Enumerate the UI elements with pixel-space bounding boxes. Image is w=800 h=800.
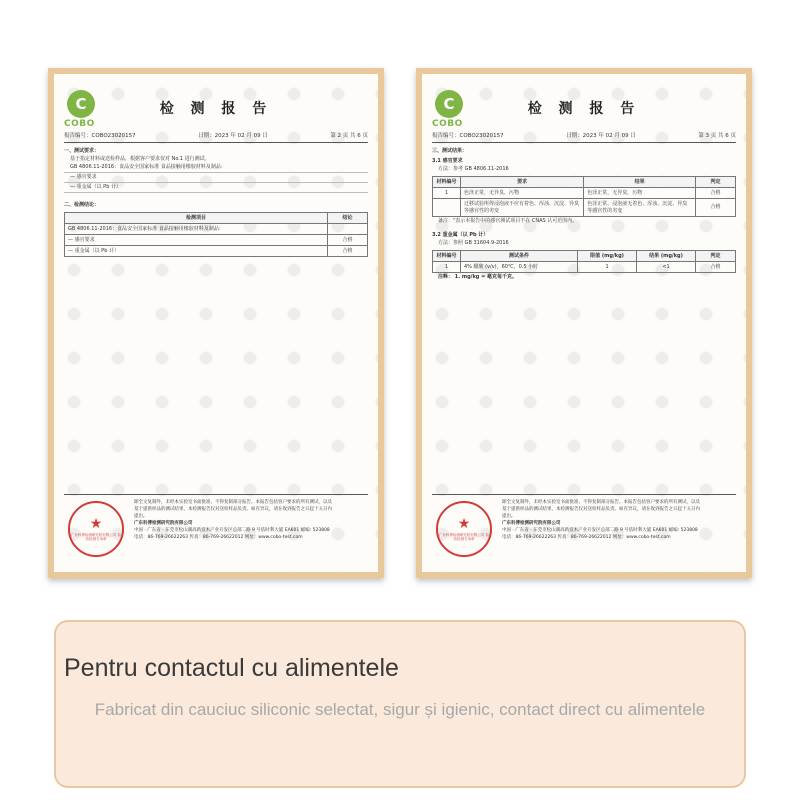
table-header: 测试条件 <box>461 251 578 262</box>
report-meta <box>64 131 368 143</box>
table-cell: 迁移试验所得浸泡液不应有着色、浑浊、沉淀、异臭等感官性的劣变 <box>461 199 584 217</box>
caption-body: Fabricat din cauciuc siliconic selectat, sigur și igienic, contact direct cu alimentele <box>94 700 706 719</box>
table-cell: 色泽正常，无异臭、污物 <box>461 188 584 199</box>
star-icon: ★ <box>89 516 103 532</box>
report-number: 报告编号：COBO23020157 <box>432 133 504 139</box>
table-header-row <box>65 213 368 224</box>
footer-line: 提出。 <box>134 514 148 519</box>
table-header: 结论 <box>328 213 368 224</box>
table-cell <box>433 199 461 217</box>
table-cell: 色泽正常，浸泡液无着色、浑浊、沉淀、异臭等感官性的劣变 <box>584 199 696 217</box>
table-header: 判定 <box>696 177 736 188</box>
method-line: 方法：参考 GB 4806.11-2016 <box>438 166 509 172</box>
report-content <box>432 144 736 281</box>
footer-line: 提出。 <box>502 514 516 519</box>
report-page-right <box>416 68 752 578</box>
cobo-logo-icon: C <box>435 90 463 118</box>
table-cell: 色泽正常，无异臭、污物 <box>584 188 696 199</box>
text-line: — 感官要求 <box>64 173 368 183</box>
table-header: 结果 (mg/kg) <box>637 251 696 262</box>
report-meta <box>432 131 736 143</box>
report-number: 报告编号：COBO23020157 <box>64 133 136 139</box>
report-footer <box>64 494 368 569</box>
table-header-row <box>433 177 736 188</box>
section-title: 二、检测结论： <box>64 202 100 208</box>
official-stamp <box>436 501 492 557</box>
report-sheet <box>54 74 378 572</box>
footer-line: 中国 · 广东省 · 东莞市松山湖高新技术产业开发区总部二路 9 号依时利大厦 EA601 邮编: 523808 <box>502 528 698 533</box>
logo-text: COBO <box>64 119 95 129</box>
table-cell: GB 4806.11-2016：食品安全国家标准 食品接触用橡胶材料及制品： <box>65 224 328 235</box>
table-cell: 合格 <box>696 199 736 217</box>
star-icon: ★ <box>457 516 471 532</box>
subsection-title: 3.1 感官要求 <box>432 158 463 164</box>
stamp-text: 广东科博检测研究院有限公司 检验检测专用章 <box>70 533 122 541</box>
report-date: 日期：2023 年 02 月 09 日 <box>198 133 268 139</box>
table-note: 注释： 1. mg/kg = 毫克每千克。 <box>438 274 518 280</box>
report-content <box>64 144 368 257</box>
table-cell: — 感官要求 <box>65 235 328 246</box>
section-title: 三、测试结果： <box>432 148 468 154</box>
cobo-logo-icon: C <box>67 90 95 118</box>
page-number: 第 2 页 共 6 页 <box>330 133 368 139</box>
table-row <box>433 199 736 217</box>
stamp-text: 广东科博检测研究院有限公司 检验检测专用章 <box>438 533 490 541</box>
caption-title: Pentru contactul cu alimentele <box>64 654 399 682</box>
table-header: 检测项目 <box>65 213 328 224</box>
text-line: GB 4806.11-2016：食品安全国家标准 食品接触用橡胶材料及制品： <box>64 163 368 173</box>
table-row <box>65 246 368 257</box>
footer-line: 除全文复制外，未经本实验室书面批准，不得复制部分报告。本报告包括客户要求的所有测试，以及 <box>502 500 700 505</box>
table-cell: 合格 <box>696 188 736 199</box>
table-header: 要求 <box>461 177 584 188</box>
table-cell: 4% 醋酸 (v/v)，60℃，0.5 小时 <box>461 262 578 273</box>
footer-text <box>134 499 368 541</box>
report-footer <box>432 494 736 569</box>
footer-line: 广东科博检测研究院有限公司 <box>502 521 561 526</box>
footer-line: 广东科博检测研究院有限公司 <box>134 521 193 526</box>
footer-line: 基于提供样品的测试结果，本检测报告仅对送检样品负责。如有异议，请在收到报告之日起十五日内 <box>502 507 700 512</box>
report-sheet <box>422 74 746 572</box>
report-title: 检 测 报 告 <box>159 101 273 117</box>
footer-line: 除全文复制外，未经本实验室书面批准，不得复制部分报告。本报告包括客户要求的所有测试，以及 <box>134 500 332 505</box>
table-note: 备注："表示本报告中的感官测试项目不在 CNAS 认可范围内。 <box>438 218 578 224</box>
report-date: 日期：2023 年 02 月 09 日 <box>566 133 636 139</box>
table-row <box>433 262 736 273</box>
table-cell: <1 <box>637 262 696 273</box>
table-header: 判定 <box>696 251 736 262</box>
table-header: 限值 (mg/kg) <box>578 251 637 262</box>
footer-line: 基于提供样品的测试结果，本检测报告仅对送检样品负责。如有异议，请在收到报告之日起十五日内 <box>134 507 332 512</box>
table-header: 材料编号 <box>433 251 461 262</box>
table-row <box>65 224 368 235</box>
heavy-metal-table <box>432 250 736 273</box>
table-cell: 1 <box>578 262 637 273</box>
subsection-title: 3.2 重金属（以 Pb 计） <box>432 232 489 238</box>
footer-line: 中国 · 广东省 · 东莞市松山湖高新技术产业开发区总部二路 9 号依时利大厦 EA601 邮编: 523808 <box>134 528 330 533</box>
method-line: 方法：参照 GB 31604.9-2016 <box>438 240 509 246</box>
table-row <box>65 235 368 246</box>
sensory-table <box>432 176 736 217</box>
text-line: 基于指定材料或送检样品，根据客户要求仅对 No.1 进行测试。 <box>70 156 210 162</box>
table-cell: 合格 <box>328 235 368 246</box>
table-cell: 合格 <box>696 262 736 273</box>
table-cell <box>328 224 368 235</box>
table-cell: 1 <box>433 262 461 273</box>
report-title: 检 测 报 告 <box>527 101 641 117</box>
footer-line: 电话：86-769-26622263 传真：86-769-26622012 网址：www.cobo-test.com <box>134 535 303 540</box>
report-page-left <box>48 68 384 578</box>
footer-text <box>502 499 736 541</box>
table-cell: — 重金属（以 Pb 计） <box>65 246 328 257</box>
text-line: — 重金属（以 Pb 计） <box>64 183 368 193</box>
table-header: 材料编号 <box>433 177 461 188</box>
caption-box <box>54 620 746 788</box>
section-title: 一、测试要求： <box>64 148 100 154</box>
table-header: 结果 <box>584 177 696 188</box>
logo-text: COBO <box>432 119 463 129</box>
conclusion-table <box>64 212 368 257</box>
page-number: 第 3 页 共 6 页 <box>698 133 736 139</box>
table-header-row <box>433 251 736 262</box>
table-row <box>433 188 736 199</box>
table-cell: 1 <box>433 188 461 199</box>
table-cell: 合格 <box>328 246 368 257</box>
official-stamp <box>68 501 124 557</box>
footer-line: 电话：86-769-26622263 传真：86-769-26622012 网址：www.cobo-test.com <box>502 535 671 540</box>
